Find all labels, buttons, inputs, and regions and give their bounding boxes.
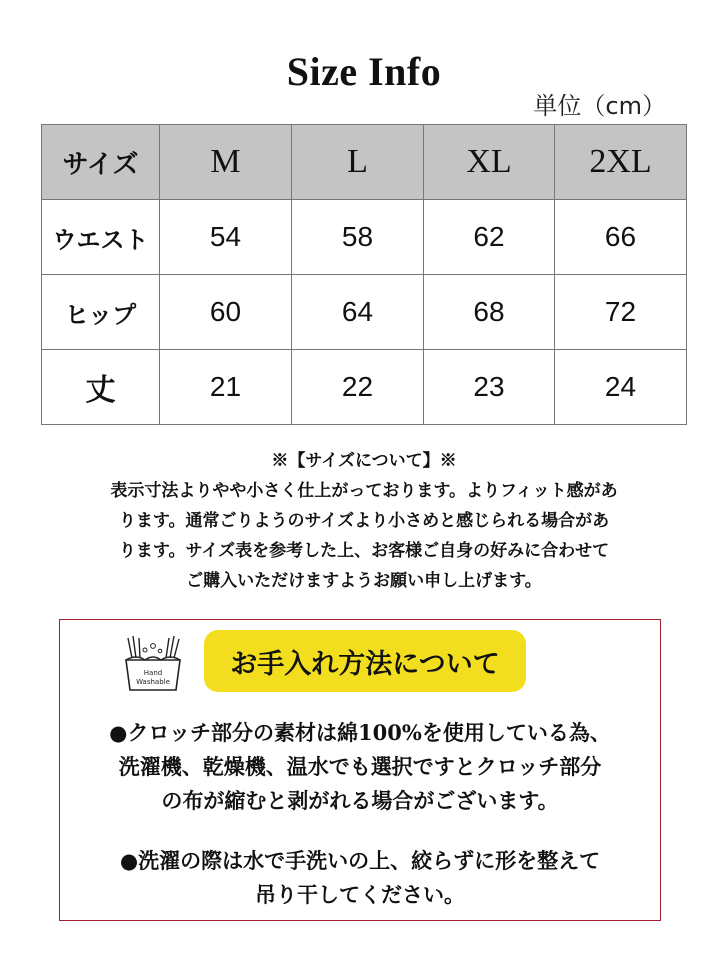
table-cell: 23 <box>424 350 555 425</box>
table-cell: 64 <box>292 275 424 350</box>
size-notice-line: ります。サイズ表を参考した上、お客様ご自身の好みに合わせて <box>118 541 610 561</box>
table-cell: 21 <box>160 350 292 425</box>
care-line: 洗濯機、乾燥機、温水でも選択ですとクロッチ部分 <box>118 754 602 779</box>
table-cell: 66 <box>555 200 687 275</box>
page-title: Size Info <box>286 49 442 94</box>
care-line: ●クロッチ部分の素材は綿100%を使用している為、 <box>109 720 611 745</box>
table-cell: 58 <box>292 200 424 275</box>
care-line: の布が縮むと剥がれる場合がございます。 <box>161 788 559 813</box>
table-row <box>42 275 687 350</box>
care-paragraph-1 <box>74 716 646 818</box>
table-cell: 68 <box>424 275 555 350</box>
size-notice <box>40 446 688 596</box>
table-cell: 60 <box>160 275 292 350</box>
care-line: 吊り干してください。 <box>255 882 465 907</box>
table-cell: 24 <box>555 350 687 425</box>
unit-label: 単位（cm） <box>533 92 666 120</box>
size-header-l: L <box>292 125 424 200</box>
table-cell: 54 <box>160 200 292 275</box>
care-line: ●洗濯の際は水で手洗いの上、絞らずに形を整えて <box>119 848 601 873</box>
hand-wash-icon <box>118 628 188 698</box>
icon-label-hand: Hand <box>143 669 163 677</box>
size-header-row <box>42 125 687 200</box>
care-box <box>59 619 661 921</box>
size-notice-heading: ※【サイズについて】※ <box>271 451 457 471</box>
size-table <box>41 124 687 425</box>
table-cell: 72 <box>555 275 687 350</box>
table-row <box>42 350 687 425</box>
table-cell: 62 <box>424 200 555 275</box>
table-row <box>42 200 687 275</box>
size-header-2xl: 2XL <box>555 125 687 200</box>
row-label-length: 丈 <box>42 350 160 425</box>
size-header-xl: XL <box>424 125 555 200</box>
size-notice-line: 表示寸法よりやや小さく仕上がっております。よりフィット感があ <box>110 481 618 501</box>
size-corner-header: サイズ <box>42 125 160 200</box>
table-cell: 22 <box>292 350 424 425</box>
icon-label-washable: Washable <box>136 678 170 686</box>
size-header-m: M <box>160 125 292 200</box>
care-paragraph-2 <box>74 844 646 912</box>
care-title-badge: お手入れ方法について <box>204 630 526 692</box>
row-label-waist: ウエスト <box>42 200 160 275</box>
row-label-hip: ヒップ <box>42 275 160 350</box>
size-notice-line: ります。通常ごりようのサイズより小さめと感じられる場合があ <box>118 511 610 531</box>
size-notice-line: ご購入いただけますようお願い申し上げます。 <box>186 571 542 591</box>
